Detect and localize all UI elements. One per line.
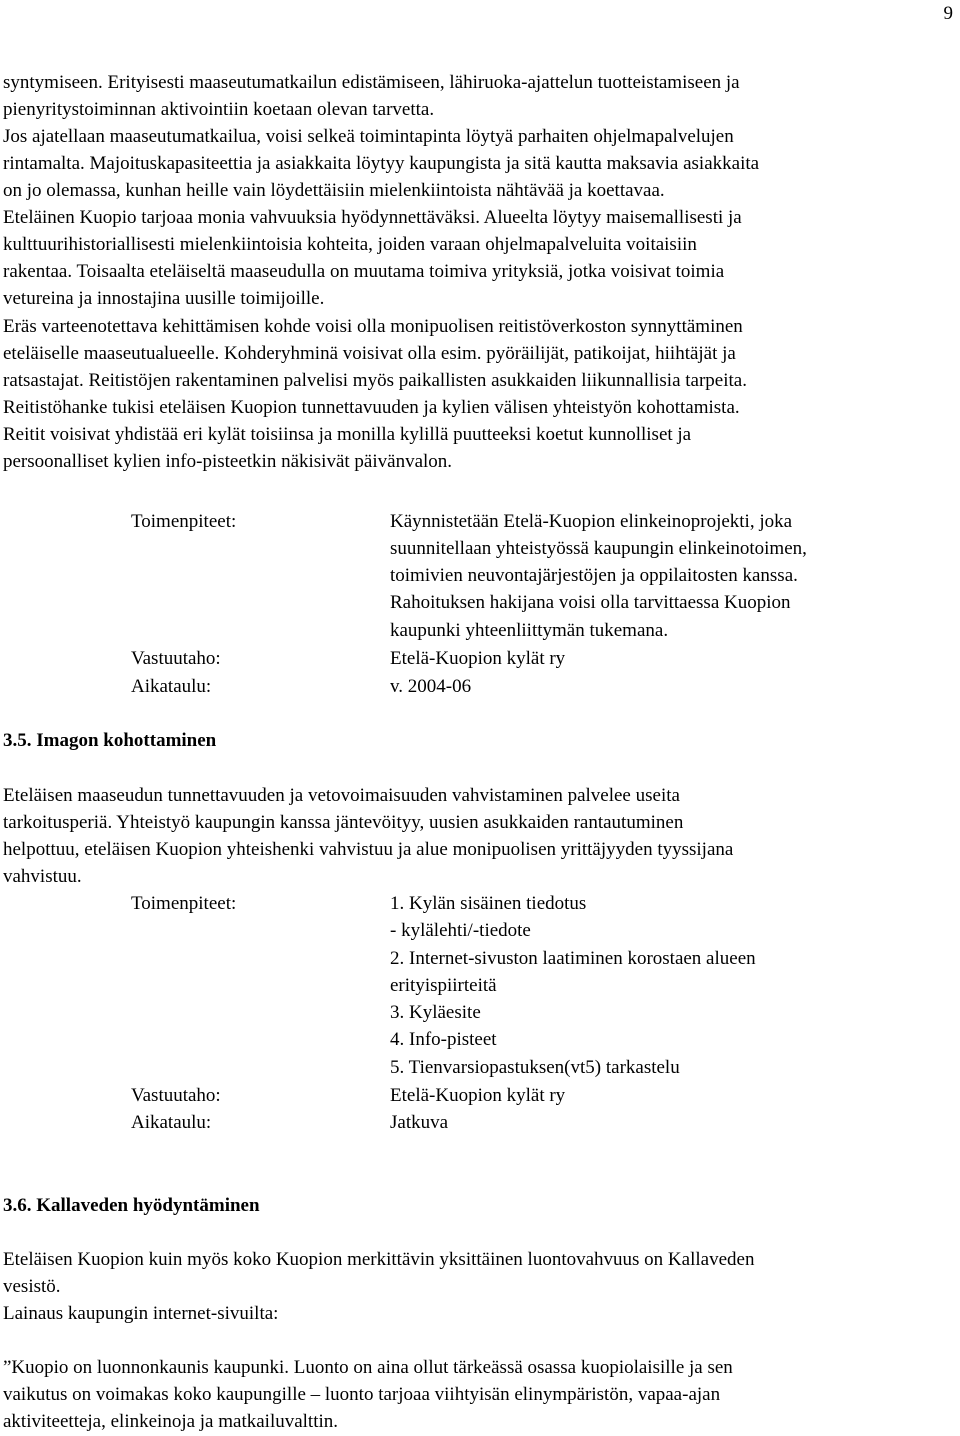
measures-line: toimivien neuvontajärjestöjen ja oppilaitosten kanssa.	[390, 565, 798, 586]
measures-label: Toimenpiteet:	[131, 893, 237, 914]
responsible-value: Etelä-Kuopion kylät ry	[390, 1085, 566, 1106]
body-line: tarkoitusperiä. Yhteistyö kaupungin kanssa jäntevöityy, uusien asukkaiden rantautuminen	[3, 812, 684, 833]
measures-line: kaupunki yhteenliittymän tukemana.	[390, 620, 669, 641]
measures-line: 1. Kylän sisäinen tiedotus	[390, 893, 587, 914]
measures-line: Rahoituksen hakijana voisi olla tarvittaessa Kuopion	[390, 592, 791, 613]
body-line: ratsastajat. Reitistöjen rakentaminen palvelisi myös paikallisten asukkaiden liikunnallisia tarpeita.	[3, 370, 747, 391]
body-line: Reitistöhanke tukisi eteläisen Kuopion tunnettavuuden ja kylien välisen yhteistyön kohottamista.	[3, 397, 740, 418]
body-line: syntymiseen. Erityisesti maaseutumatkailun edistämiseen, lähiruoka-ajattelun tuotteistamiseen ja	[3, 72, 740, 93]
body-line: eteläiselle maaseutualueelle. Kohderyhminä voisivat olla esim. pyöräilijät, patikoijat, hiihtäjät ja	[3, 343, 736, 364]
measures-line: 2. Internet-sivuston laatiminen korostaen alueen	[390, 948, 756, 969]
body-line: vetureina ja innostajina uusille toimijoille.	[3, 288, 325, 309]
measures-line: erityispiirteitä	[390, 975, 497, 996]
section-heading: 3.5. Imagon kohottaminen	[3, 730, 217, 751]
quote-line: aktiviteetteja, elinkeinoja ja matkailuvalttin.	[3, 1411, 339, 1432]
body-line: helpottuu, eteläisen Kuopion yhteishenki vahvistuu ja alue monipuolisen yrittäjyyden tyyssijana	[3, 839, 734, 860]
body-line: Eräs varteenotettava kehittämisen kohde voisi olla monipuolisen reitistöverkoston synnyttäminen	[3, 316, 743, 337]
quote-line: ”Kuopio on luonnonkaunis kaupunki. Luonto on aina ollut tärkeässä osassa kuopiolaisille ja sen	[3, 1357, 733, 1378]
schedule-value: v. 2004-06	[390, 676, 472, 697]
body-line: Eteläinen Kuopio tarjoaa monia vahvuuksia hyödynnettäväksi. Alueelta löytyy maisemallisesti ja	[3, 207, 742, 228]
measures-line: 5. Tienvarsiopastuksen(vt5) tarkastelu	[390, 1057, 680, 1078]
measures-line: suunnitellaan yhteistyössä kaupungin elinkeinotoimen,	[390, 538, 807, 559]
schedule-label: Aikataulu:	[131, 676, 212, 697]
page-number: 9	[943, 3, 953, 24]
responsible-value: Etelä-Kuopion kylät ry	[390, 648, 566, 669]
schedule-label: Aikataulu:	[131, 1112, 212, 1133]
body-line: Jos ajatellaan maaseutumatkailua, voisi selkeä toimintapinta löytyä parhaiten ohjelmapalvelujen	[3, 126, 734, 147]
responsible-label: Vastuutaho:	[131, 648, 221, 669]
measures-label: Toimenpiteet:	[131, 511, 237, 532]
responsible-label: Vastuutaho:	[131, 1085, 221, 1106]
body-line: persoonalliset kylien info-pisteetkin näkisivät päivänvalon.	[3, 451, 453, 472]
body-line: vesistö.	[3, 1276, 61, 1297]
body-line: kulttuurihistoriallisesti mielenkiintoisia kohteita, joiden varaan ohjelmapalveluita voitaisiin	[3, 234, 697, 255]
body-line: rintamalta. Majoituskapasiteettia ja asiakkaita löytyy kaupungista ja sitä kautta maksavia asiakkaita	[3, 153, 760, 174]
measures-line: 3. Kyläesite	[390, 1002, 481, 1023]
body-line: vahvistuu.	[3, 866, 82, 887]
body-line: Eteläisen Kuopion kuin myös koko Kuopion merkittävin yksittäinen luontovahvuus on Kallaveden	[3, 1249, 755, 1270]
measures-line: - kylälehti/-tiedote	[390, 920, 531, 941]
measures-line: Käynnistetään Etelä-Kuopion elinkeinoprojekti, joka	[390, 511, 793, 532]
body-line: on jo olemassa, kunhan heille vain löydettäisiin mielenkiintoista nähtävää ja koettavaa.	[3, 180, 665, 201]
body-line: pienyritystoiminnan aktivointiin koetaan olevan tarvetta.	[3, 99, 435, 120]
schedule-value: Jatkuva	[390, 1112, 449, 1133]
body-line: Eteläisen maaseudun tunnettavuuden ja vetovoimaisuuden vahvistaminen palvelee useita	[3, 785, 680, 806]
body-line: rakentaa. Toisaalta eteläiseltä maaseudulla on muutama toimiva yrityksiä, jotka voisivat toimia	[3, 261, 725, 282]
body-line: Reitit voisivat yhdistää eri kylät toisiinsa ja monilla kylillä puutteeksi koetut kunnolliset ja	[3, 424, 692, 445]
quote-line: vaikutus on voimakas koko kaupungille – luonto tarjoaa viihtyisän elinympäristön, vapaa-ajan	[3, 1384, 721, 1405]
body-line: Lainaus kaupungin internet-sivuilta:	[3, 1303, 279, 1324]
measures-line: 4. Info-pisteet	[390, 1029, 497, 1050]
section-heading: 3.6. Kallaveden hyödyntäminen	[3, 1195, 260, 1216]
